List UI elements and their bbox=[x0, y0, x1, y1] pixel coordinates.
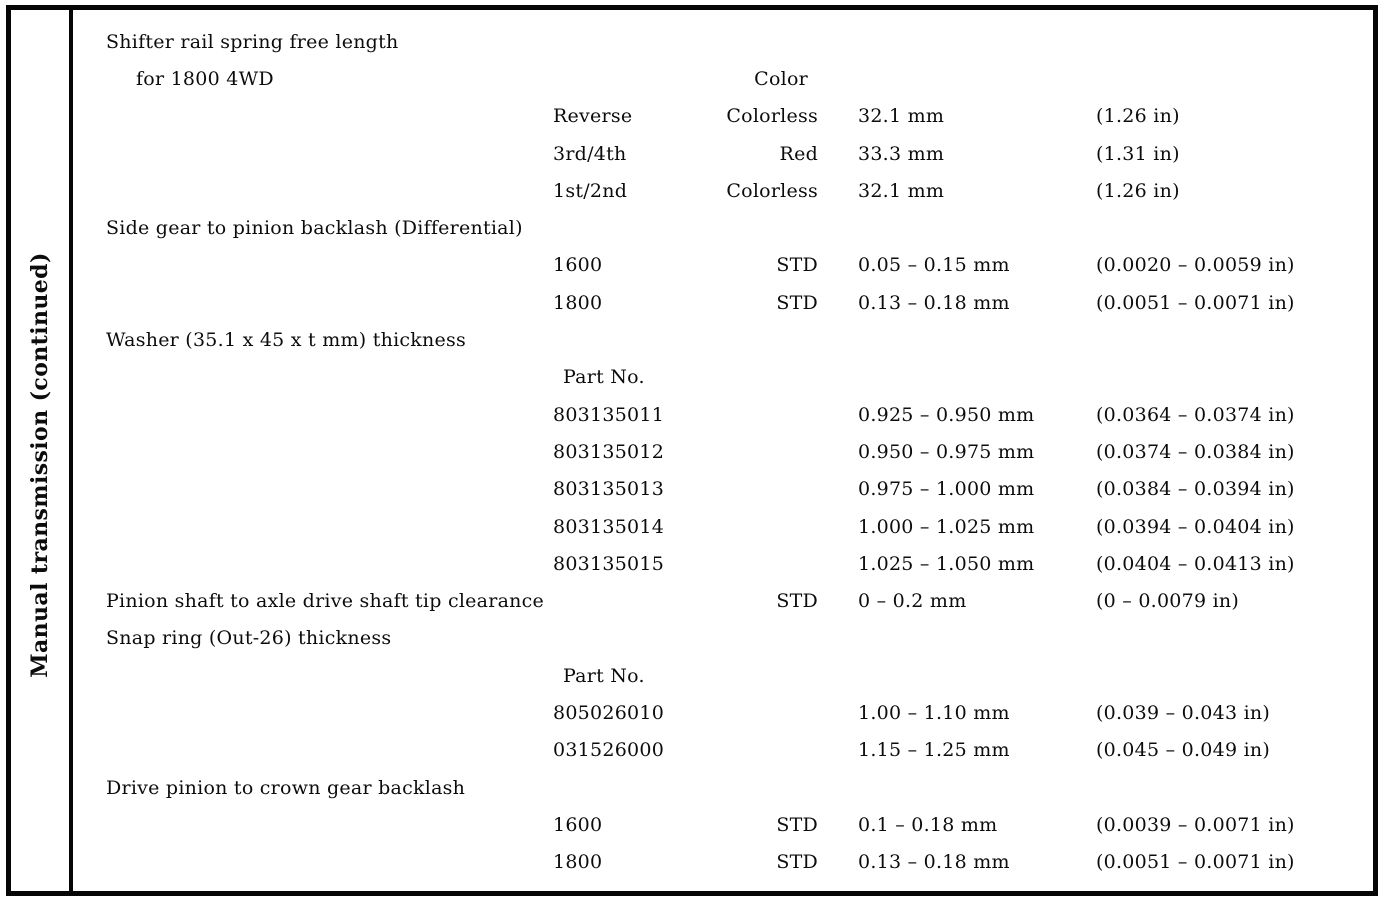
spec-imperial-value: (0.0384 – 0.0394 in) bbox=[1096, 478, 1295, 501]
spec-row bbox=[73, 321, 1373, 358]
spec-imperial-value: (0.0394 – 0.0404 in) bbox=[1096, 515, 1295, 538]
spec-label: Snap ring (Out-26) thickness bbox=[106, 627, 392, 650]
spec-imperial-value: (0 – 0.0079 in) bbox=[1096, 590, 1240, 613]
spec-metric-value: 33.3 mm bbox=[858, 142, 945, 165]
spec-table bbox=[73, 10, 1373, 891]
spec-imperial-value: (1.26 in) bbox=[1096, 179, 1180, 202]
spec-metric-value: 32.1 mm bbox=[858, 105, 945, 128]
part-number: 803135012 bbox=[553, 440, 665, 463]
spec-imperial-value: (0.045 – 0.049 in) bbox=[1096, 739, 1271, 762]
spec-variant: Reverse bbox=[553, 105, 633, 128]
spec-metric-value: 0.950 – 0.975 mm bbox=[858, 440, 1035, 463]
spec-imperial-value: (0.0404 – 0.0413 in) bbox=[1096, 552, 1295, 575]
spec-metric-value: 0.05 – 0.15 mm bbox=[858, 254, 1010, 277]
spec-condition: STD bbox=[776, 590, 818, 613]
spec-imperial-value: (0.0051 – 0.0071 in) bbox=[1096, 851, 1295, 874]
spec-condition: STD bbox=[776, 254, 818, 277]
part-no-header: Part No. bbox=[563, 664, 645, 687]
spec-label: Washer (35.1 x 45 x t mm) thickness bbox=[106, 329, 467, 352]
spec-row bbox=[73, 172, 1373, 209]
spec-imperial-value: (0.0364 – 0.0374 in) bbox=[1096, 403, 1295, 426]
spec-metric-value: 1.15 – 1.25 mm bbox=[858, 739, 1010, 762]
spec-row bbox=[73, 545, 1373, 582]
spec-row bbox=[73, 209, 1373, 246]
spec-row bbox=[73, 359, 1373, 396]
spec-row bbox=[73, 23, 1373, 60]
spec-row bbox=[73, 433, 1373, 470]
spec-row bbox=[73, 844, 1373, 881]
spec-variant: 1800 bbox=[553, 851, 603, 874]
spec-imperial-value: (0.0020 – 0.0059 in) bbox=[1096, 254, 1295, 277]
spec-row bbox=[73, 694, 1373, 731]
spec-imperial-value: (1.26 in) bbox=[1096, 105, 1180, 128]
section-sidebar bbox=[11, 10, 73, 891]
spec-condition: Red bbox=[779, 142, 818, 165]
spec-label: Pinion shaft to axle drive shaft tip clearance bbox=[106, 590, 545, 613]
spec-imperial-value: (0.039 – 0.043 in) bbox=[1096, 701, 1271, 724]
spec-row bbox=[73, 806, 1373, 843]
spec-metric-value: 0 – 0.2 mm bbox=[858, 590, 967, 613]
spec-row bbox=[73, 582, 1373, 619]
spec-row bbox=[73, 60, 1373, 97]
spec-metric-value: 0.975 – 1.000 mm bbox=[858, 478, 1035, 501]
spec-row bbox=[73, 396, 1373, 433]
spec-condition: Colorless bbox=[726, 105, 818, 128]
part-number: 803135014 bbox=[553, 515, 665, 538]
spec-row bbox=[73, 508, 1373, 545]
section-title-vertical: Manual transmission (continued) bbox=[27, 252, 53, 678]
spec-column-header: Color bbox=[754, 67, 808, 90]
spec-imperial-value: (0.0039 – 0.0071 in) bbox=[1096, 813, 1295, 836]
spec-condition: Colorless bbox=[726, 179, 818, 202]
spec-metric-value: 1.000 – 1.025 mm bbox=[858, 515, 1035, 538]
spec-metric-value: 0.13 – 0.18 mm bbox=[858, 291, 1010, 314]
spec-row bbox=[73, 98, 1373, 135]
part-number: 803135011 bbox=[553, 403, 665, 426]
spec-variant: 3rd/4th bbox=[553, 142, 627, 165]
spec-variant: 1600 bbox=[553, 813, 603, 836]
spec-metric-value: 1.025 – 1.050 mm bbox=[858, 552, 1035, 575]
spec-imperial-value: (0.0051 – 0.0071 in) bbox=[1096, 291, 1295, 314]
part-number: 803135015 bbox=[553, 552, 665, 575]
spec-row bbox=[73, 769, 1373, 806]
spec-metric-value: 0.1 – 0.18 mm bbox=[858, 813, 998, 836]
spec-sublabel: for 1800 4WD bbox=[136, 67, 274, 90]
spec-variant: 1600 bbox=[553, 254, 603, 277]
spec-metric-value: 0.13 – 0.18 mm bbox=[858, 851, 1010, 874]
part-number: 805026010 bbox=[553, 701, 665, 724]
spec-label: Drive pinion to crown gear backlash bbox=[106, 776, 466, 799]
spec-label: Shifter rail spring free length bbox=[106, 30, 399, 53]
spec-metric-value: 1.00 – 1.10 mm bbox=[858, 701, 1010, 724]
spec-condition: STD bbox=[776, 851, 818, 874]
spec-variant: 1800 bbox=[553, 291, 603, 314]
spec-imperial-value: (0.0374 – 0.0384 in) bbox=[1096, 440, 1295, 463]
spec-row bbox=[73, 657, 1373, 694]
spec-condition: STD bbox=[776, 813, 818, 836]
part-number: 803135013 bbox=[553, 478, 665, 501]
spec-imperial-value: (1.31 in) bbox=[1096, 142, 1180, 165]
spec-row bbox=[73, 471, 1373, 508]
spec-metric-value: 0.925 – 0.950 mm bbox=[858, 403, 1035, 426]
part-no-header: Part No. bbox=[563, 366, 645, 389]
spec-row bbox=[73, 247, 1373, 284]
spec-row bbox=[73, 284, 1373, 321]
spec-row bbox=[73, 732, 1373, 769]
part-number: 031526000 bbox=[553, 739, 665, 762]
spec-table-frame bbox=[6, 5, 1378, 896]
spec-condition: STD bbox=[776, 291, 818, 314]
spec-variant: 1st/2nd bbox=[553, 179, 628, 202]
spec-label: Side gear to pinion backlash (Differential) bbox=[106, 217, 523, 240]
spec-row bbox=[73, 135, 1373, 172]
spec-metric-value: 32.1 mm bbox=[858, 179, 945, 202]
spec-row bbox=[73, 620, 1373, 657]
